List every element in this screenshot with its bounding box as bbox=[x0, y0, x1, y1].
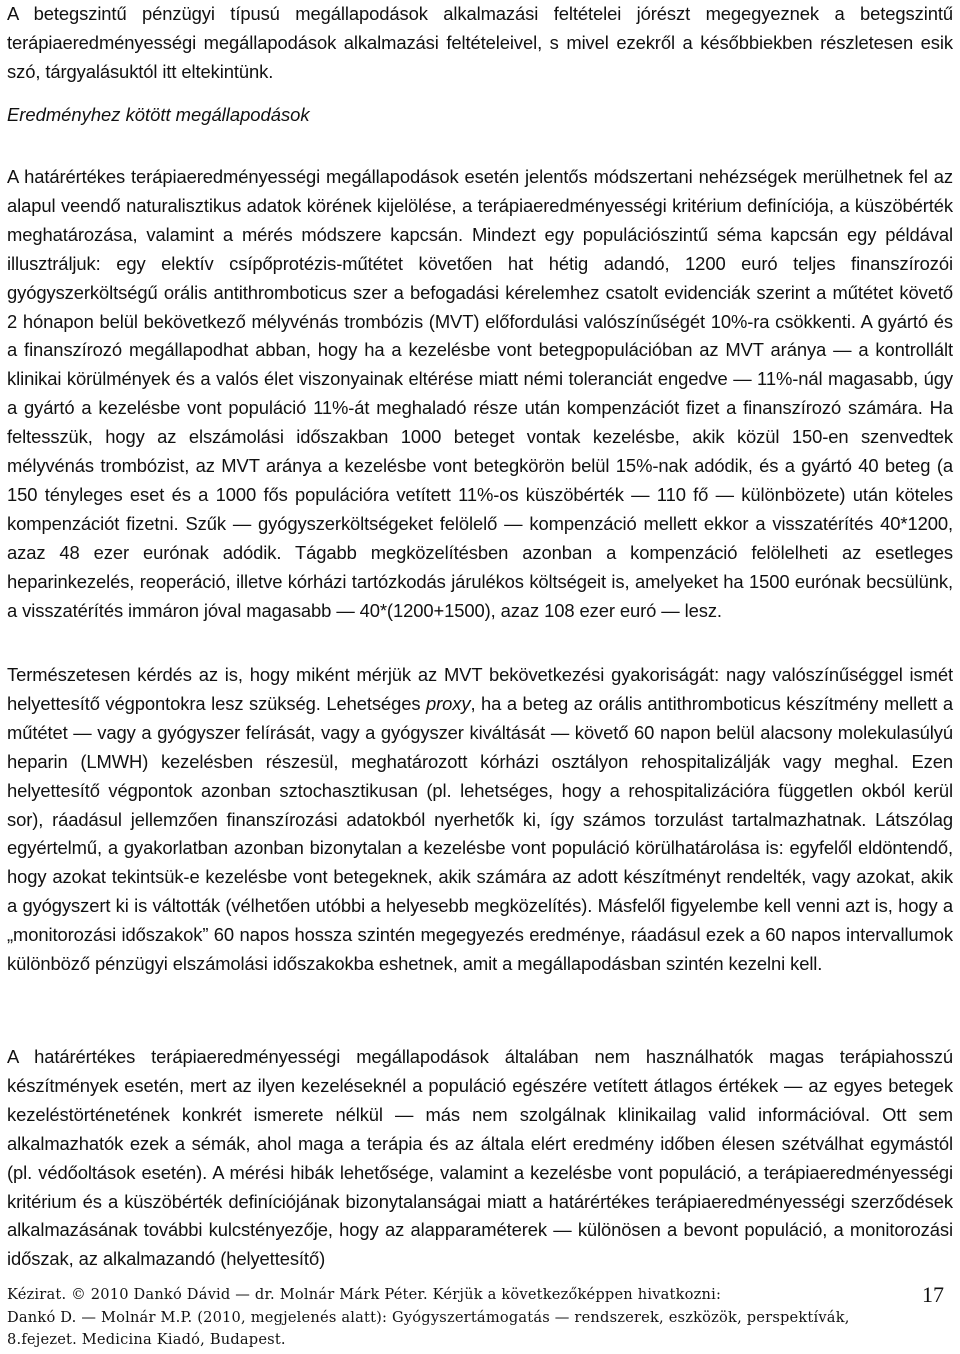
limitations-paragraph: A határértékes terápiaeredményességi megállapodások általában nem használhatók magas terápiahosszú készítmények esetén, mert az ilyen kezeléseknél a populáció egészére vetített átlagos értékek — az egyes betegek kezeléstörténetének konkrét ismerete nélkül — más nem szolgálnak klinikailag valid információval. Ott sem alkalmazhatók ezek a sémák, ahol maga a terápia és az általa elért eredmény időben élesen szétválhat egymástól (pl. védőoltások esetén). A mérési hibák lehetősége, valamint a kezelésbe vont populáció, a terápiaeredményességi kritérium és a küszöbérték definíciójának bizonytalanságai miatt a határértékes terápiaeredményességi szerződések alkalmazásának további kulcstényezője, hogy az alapparaméterek — különösen a bevont populáció, a monitorozási időszak, az alkalmazandó (helyettesítő) bbox=[7, 1046, 953, 1270]
section-heading: Eredményhez kötött megállapodások bbox=[7, 104, 310, 125]
proxy-term: proxy bbox=[425, 692, 471, 714]
measurement-paragraph bbox=[7, 661, 953, 979]
threshold-agreement-paragraph: A határértékes terápiaeredményességi megállapodások esetén jelentős módszertani nehézségek merülhetnek fel az alapul veendő naturalisztikus adatok körének kijelölése, a terápiaeredményességi kritérium definíciója, a küszöbérték meghatározása, valamint a mérés módszere kapcsán. Mindezt egy populációszintű séma kapcsán egy példával illusztráljuk: egy elektív csípőprotézis-műtétet követően hat hétig adandó, 1200 euró teljes finanszírozói gyógyszerköltségű orális antithromboticus szer a befogadási kérelemhez csatolt evidenciák szerint a műtétet követő 2 hónapon belül bekövetkező mélyvénás trombózis (MVT) előfordulási valószínűségét 10%-ra csökkenti. A gyártó és a finanszírozó megállapodhat abban, hogy ha a kezelésbe vont betegpopulációban az MVT aránya — a kontrollált klinikai körülmények és a valós élet viszonyainak eltérése miatt némi toleranciát engedve — 11%-nál magasabb, úgy a gyártó a kezelésbe vont populáció 11%-át meghaladó része után kompenzációt fizet a finanszírozó számára. Ha feltesszük, hogy az elszámolási időszakban 1000 beteget vontak kezelésbe, akik közül 150-en szenvedtek mélyvénás trombózist, az MVT aránya a kezelésbe vont betegkörön belül 15%-nak adódik, és a gyártó 40 beteg (a 150 tényleges eset és a 1000 fős populációra vetített 11%-os küszöbérték — 110 fő — különbözete) után köteles kompenzációt fizetni. Szűk — gyógyszerköltségeket felölelő — kompenzáció mellett ekkor a visszatérítés 40*1200, azaz 48 ezer eurónak adódik. Tágabb megközelítésben azonban a kompenzáció felölelheti az esetleges heparinkezelés, reoperáció, illetve kórházi tartózkodás járulékos költségeit is, amelyeket ha 1500 eurónak becsülünk, a visszatérítés immáron jóval magasabb — 40*(1200+1500), azaz 108 ezer euró — lesz. bbox=[7, 166, 953, 621]
page-number: 17 bbox=[922, 1282, 944, 1307]
measurement-paragraph-rest: , ha a beteg az orális antithromboticus készítmény mellett a műtétet — vagy a gyógyszer felírását, vagy a gyógyszer kiváltását — követő 60 napon belül alacsony molekulasúlyú heparin (LMWH) kezelésben részesül, meghatározott kórházi osztályon rehospitalizálják vagy meghal. Ezen helyettesítő végpontok azonban sztochasztikusan (pl. lehetséges, hogy a rehospitalizációra független okból kerül sor), ráadásul jellemzően finanszírozási adatokból nyerhetők ki, így számos torzulást tartalmazhatnak. Látszólag egyértelmű, a gyakorlatban azonban bizonytalan a kezelésbe vont populáció körülhatárolása is: egyfelől eldöntendő, hogy azokat tekintsük-e kezelésbe vont betegeknek, akik számára az adott készítményt rendelték, vagy azokat, akik a gyógyszert ki is váltották (vélhetően utóbbi a helyesebb megközelítés). Másfelől figyelembe kell venni azt is, hogy a „monitorozási időszakok” 60 napos hossza szintén megegyezés eredménye, ráadásul ezek a 60 napos intervallumok különböző pénzügyi elszámolási időszakokba eshetnek, amit a megállapodásban szintén kezelni kell. bbox=[7, 692, 953, 975]
intro-paragraph: A betegszintű pénzügyi típusú megállapodások alkalmazási feltételei jórészt megegyeznek a betegszintű terápiaeredményességi megállapodások alkalmazási feltételeivel, s mivel ezekről a későbbiekben részletesen esik szó, tárgyalásuktól itt eltekintünk. bbox=[7, 3, 953, 82]
footer-publisher-line: 8.fejezet. Medicina Kiadó, Budapest. bbox=[7, 1331, 286, 1349]
footer-citation-line: Dankó D. — Molnár M.P. (2010, megjelenés alatt): Gyógyszertámogatás — rendszerek, eszközök, perspektívák, bbox=[7, 1308, 850, 1326]
citation-footer bbox=[7, 1284, 946, 1352]
measurement-paragraph-start: Természetesen kérdés az is, hogy miként mérjük az MVT bekövetkezési gyakoriságát: nagy valószínűséggel ismét helyettesítő végpontokra lesz szükség. Lehetséges bbox=[7, 664, 953, 714]
footer-copyright-line: Kézirat. © 2010 Dankó Dávid — dr. Molnár Márk Péter. Kérjük a következőképpen hivatkozni: bbox=[7, 1286, 722, 1303]
